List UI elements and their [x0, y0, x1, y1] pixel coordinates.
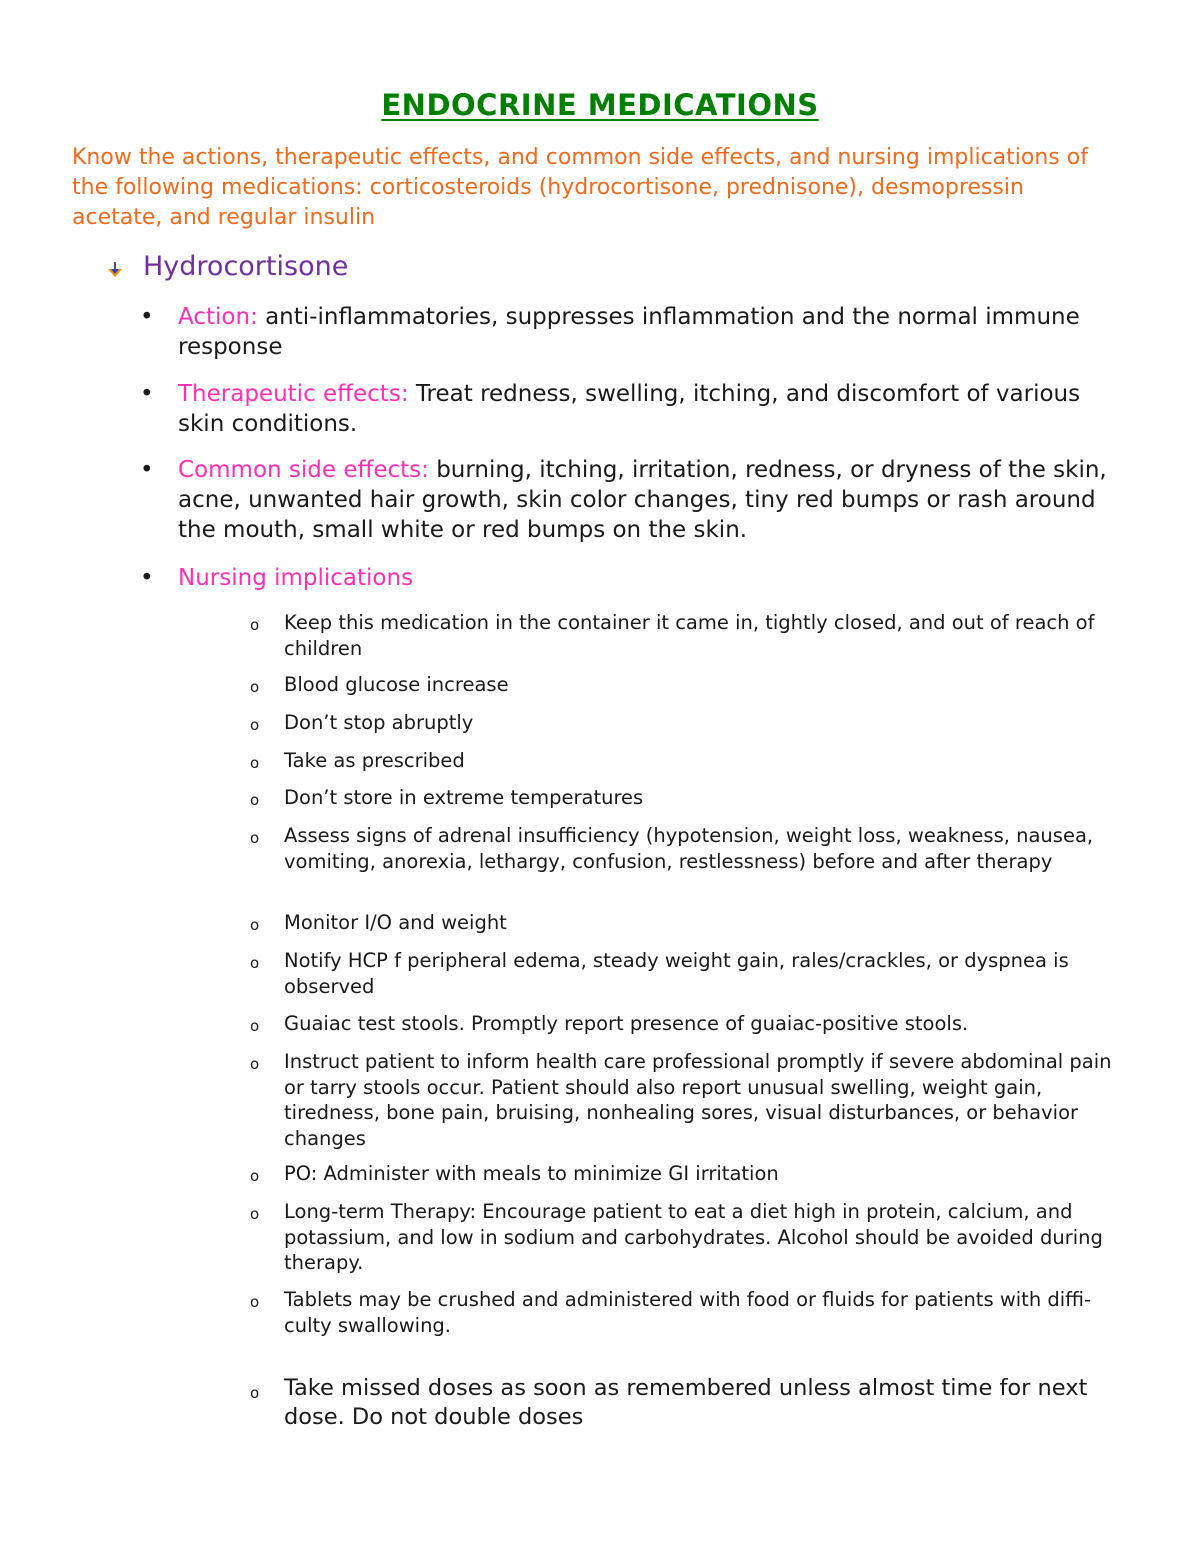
implication-text: Keep this medication in the container it came in, tightly closed, and out of reach of children [284, 611, 1095, 660]
implication-text: PO: Administer with meals to minimize GI irritation [284, 1162, 779, 1185]
drug-name: Hydrocortisone [143, 251, 349, 282]
implication-text: Blood glucose increase [284, 673, 509, 696]
bullet-marker: • [140, 381, 154, 407]
bullet-label: Therapeutic effects: [178, 381, 409, 407]
implication-text: Notify HCP f peripheral edema, steady weight gain, rales/crackles, or dyspnea is observed [284, 949, 1069, 998]
implication-text: Don’t stop abruptly [284, 711, 474, 734]
implication-text: Take as prescribed [284, 749, 465, 772]
sub-marker: o [250, 754, 260, 772]
sub-marker: o [250, 829, 260, 847]
sub-marker: o [250, 716, 260, 734]
implication-text: Guaiac test stools. Promptly report presence of guaiac-positive stools. [284, 1012, 969, 1035]
bullet-marker: • [140, 304, 154, 330]
implication-text: Long-term Therapy: Encourage patient to eat a diet high in protein, calcium, and potassium, and low in sodium and carbohydrates. Alcohol should be avoided during therapy. [284, 1200, 1103, 1274]
page-title: ENDOCRINE MEDICATIONS [381, 88, 819, 122]
implication-text: Take missed doses as soon as remembered unless almost time for next dose. Do not double doses [284, 1375, 1088, 1430]
sub-marker: o [250, 678, 260, 696]
bullet-label: Nursing implications [178, 565, 414, 591]
arrow-down-icon [105, 260, 125, 280]
sub-marker: o [250, 791, 260, 809]
implication-text: Instruct patient to inform health care professional promptly if severe abdominal pain or tarry stools occur. Patient should also report unusual swelling, weight gain, tiredness, bone pain, bruising, nonhealing sores, visual disturbances, or behavior changes [284, 1050, 1112, 1150]
sub-marker: o [250, 1205, 260, 1223]
bullet-label: Action: [178, 304, 258, 330]
bullet-text: anti-inflammatories, suppresses inflammation and the normal immune response [178, 304, 1080, 360]
bullet-text: Treat redness, swelling, itching, and discomfort of various skin conditions. [178, 381, 1081, 437]
bullet-text: burning, itching, irritation, redness, or dryness of the skin, acne, unwanted hair growth, skin color changes, tiny red bumps or rash around the mouth, small white or red bumps on the skin. [178, 457, 1107, 543]
sub-marker: o [250, 1384, 260, 1402]
intro-paragraph: Know the actions, therapeutic effects, and common side effects, and nursing implications of the following medications: corticosteroids (hydrocortisone, prednisone), desmopressin acetate, and regular insulin [72, 145, 1088, 230]
sub-marker: o [250, 916, 260, 934]
sub-marker: o [250, 1017, 260, 1035]
implication-text: Monitor I/O and weight [284, 911, 507, 934]
sub-marker: o [250, 1055, 260, 1073]
sub-marker: o [250, 616, 260, 634]
implication-text: Assess signs of adrenal insufficiency (hypotension, weight loss, weakness, nausea, vomiting, anorexia, lethargy, confusion, restlessness) before and after therapy [284, 824, 1094, 873]
bullet-marker: • [140, 457, 154, 483]
sub-marker: o [250, 954, 260, 972]
sub-marker: o [250, 1293, 260, 1311]
sub-marker: o [250, 1167, 260, 1185]
implication-text: Tablets may be crushed and administered with food or fluids for patients with diffi- culty swallowing. [284, 1288, 1092, 1337]
bullet-marker: • [140, 565, 154, 591]
implication-text: Don’t store in extreme temperatures [284, 786, 644, 809]
bullet-label: Common side effects: [178, 457, 429, 483]
